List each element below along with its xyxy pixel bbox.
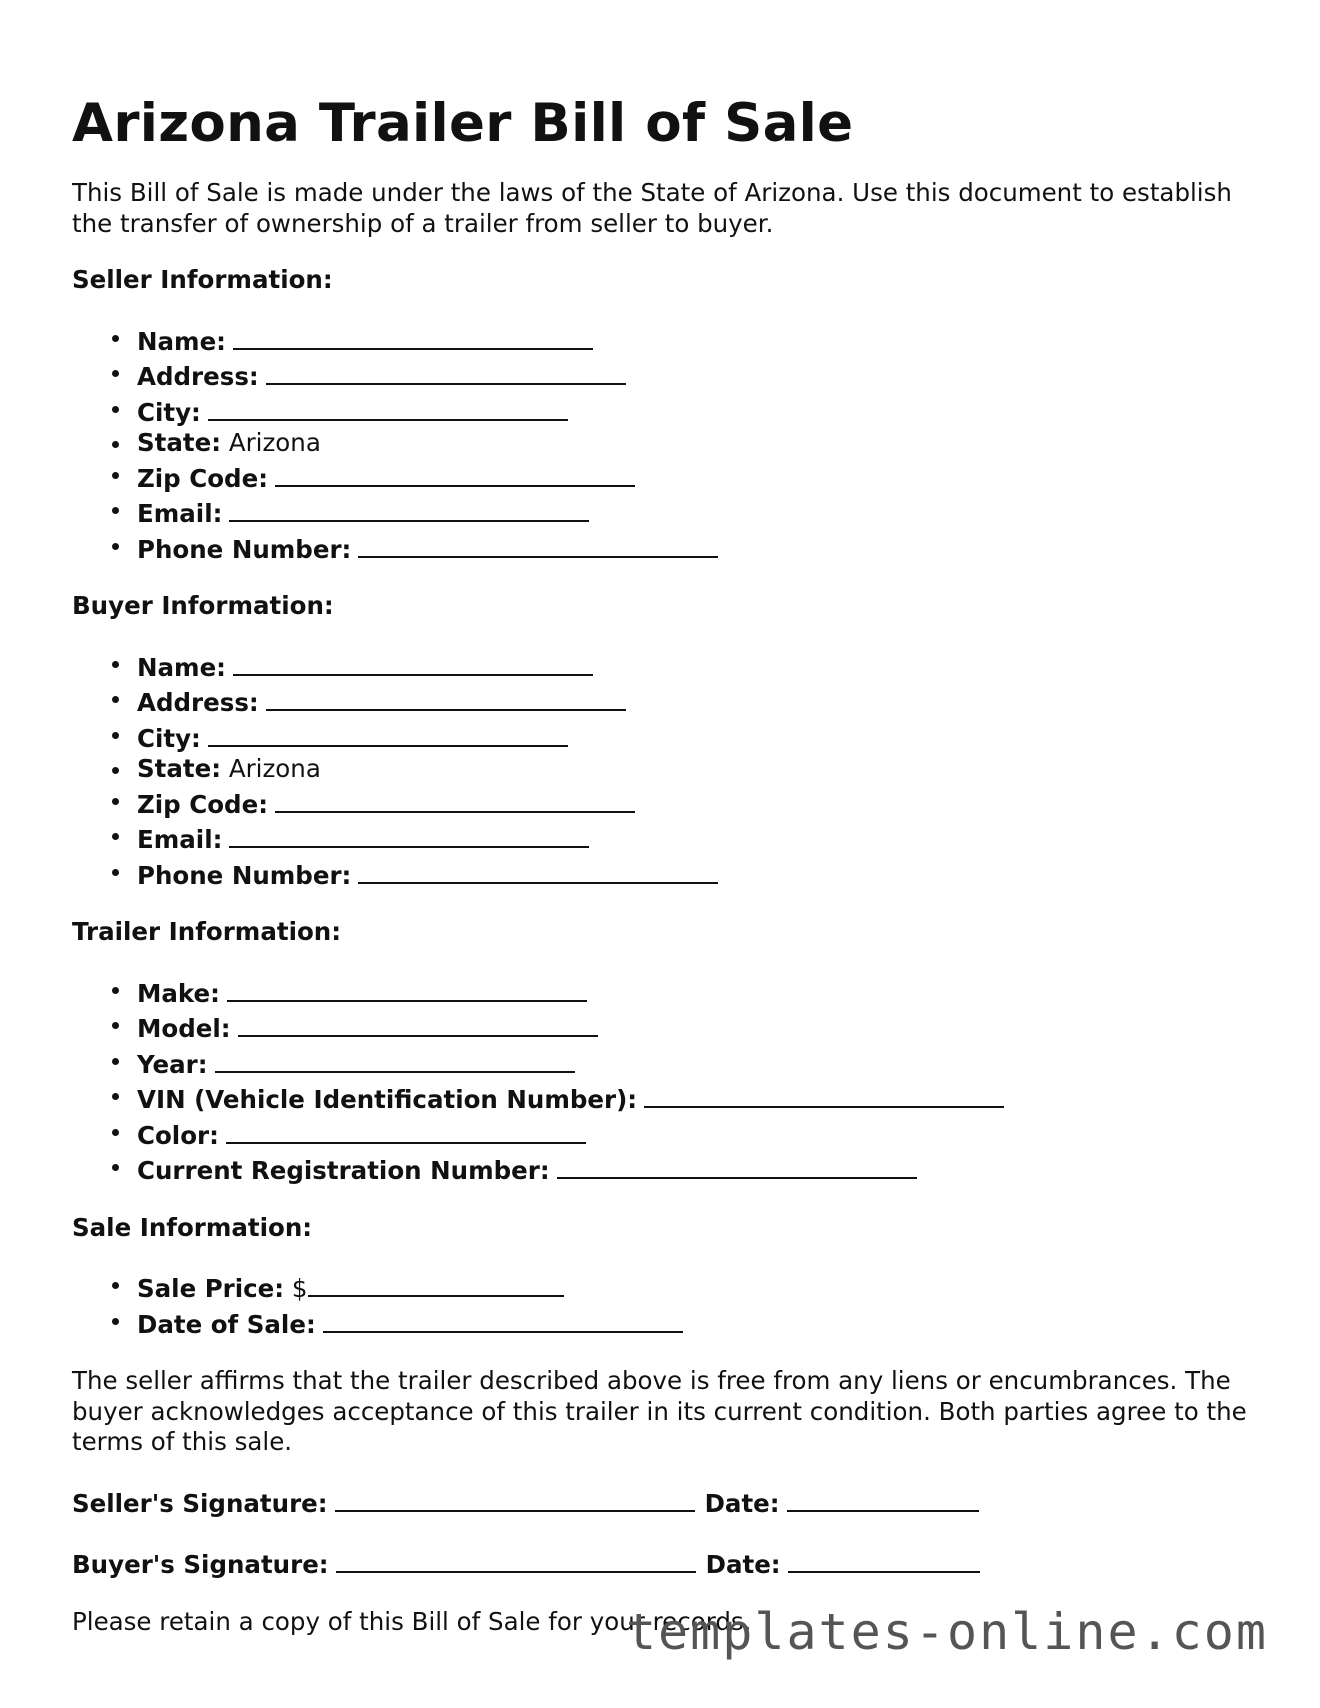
sale-section-heading: Sale Information: — [72, 1212, 313, 1242]
list-item — [137, 322, 1252, 358]
retain-note: Please retain a copy of this Bill of Sale for your records. — [72, 1606, 752, 1636]
seller-city-field[interactable] — [208, 393, 568, 421]
list-item — [137, 428, 1252, 459]
intro-paragraph: This Bill of Sale is made under the laws of the State of Arizona. Use this document to establish the transfer of ownership of a trailer from seller to buyer. — [72, 178, 1232, 238]
buyer-phone-field[interactable] — [358, 856, 718, 884]
list-item — [137, 530, 1252, 566]
trailer-year-label: Year: — [137, 1049, 208, 1079]
list-item — [137, 1080, 1252, 1116]
sale-info-list — [72, 1269, 1252, 1340]
sale-date-field[interactable] — [323, 1305, 683, 1333]
list-item — [137, 459, 1252, 495]
buyer-address-label: Address: — [137, 688, 259, 717]
watermark: templates-online.com — [625, 1603, 1268, 1661]
trailer-make-label: Make: — [137, 978, 220, 1008]
buyer-section-heading: Buyer Information: — [72, 591, 334, 620]
buyer-info-list — [72, 648, 1252, 892]
buyer-phone-label: Phone Number: — [137, 860, 352, 890]
seller-phone-field[interactable] — [358, 530, 718, 558]
list-item — [137, 1269, 1252, 1305]
trailer-model-label: Model: — [137, 1014, 231, 1043]
list-item — [137, 1151, 1252, 1187]
seller-address-field[interactable] — [266, 357, 626, 385]
seller-phone-label: Phone Number: — [137, 534, 352, 564]
list-item — [137, 1116, 1252, 1152]
list-item — [137, 785, 1252, 821]
seller-date-label: Date: — [704, 1488, 780, 1518]
closing-statement: The seller affirms that the trailer described above is free from any liens or encumbrances. The buyer acknowledges acceptance of this trailer in its current condition. Both parties agree to the terms of this sale. — [72, 1366, 1247, 1456]
buyer-city-label: City: — [137, 723, 201, 753]
list-item — [137, 357, 1252, 393]
seller-state-value: Arizona — [228, 428, 321, 457]
trailer-model-field[interactable] — [238, 1009, 598, 1037]
seller-signature-line — [72, 1484, 1252, 1520]
list-item — [137, 1045, 1252, 1081]
list-item — [137, 683, 1252, 719]
sale-date-label: Date of Sale: — [137, 1309, 316, 1339]
trailer-make-field[interactable] — [227, 974, 587, 1002]
seller-signature-field[interactable] — [335, 1484, 695, 1512]
trailer-registration-field[interactable] — [557, 1151, 917, 1179]
buyer-date-label: Date: — [705, 1550, 781, 1579]
buyer-state-label: State: — [137, 754, 222, 783]
buyer-email-field[interactable] — [229, 820, 589, 848]
list-item — [137, 494, 1252, 530]
buyer-name-label: Name: — [137, 652, 226, 682]
trailer-vin-field[interactable] — [644, 1080, 1004, 1108]
list-item — [137, 1009, 1252, 1045]
trailer-registration-label: Current Registration Number: — [137, 1156, 550, 1185]
seller-email-label: Email: — [137, 499, 223, 528]
seller-signature-label: Seller's Signature: — [72, 1488, 328, 1518]
seller-state-label: State: — [137, 428, 222, 457]
seller-date-field[interactable] — [787, 1484, 979, 1512]
seller-info-list — [72, 322, 1252, 566]
seller-name-field[interactable] — [233, 322, 593, 350]
buyer-city-field[interactable] — [208, 719, 568, 747]
seller-name-label: Name: — [137, 326, 226, 356]
sale-price-label: Sale Price: — [137, 1274, 285, 1303]
buyer-email-label: Email: — [137, 825, 223, 854]
buyer-zip-field[interactable] — [275, 785, 635, 813]
document-title: Arizona Trailer Bill of Sale — [72, 93, 854, 154]
buyer-signature-field[interactable] — [336, 1545, 696, 1573]
seller-section-heading: Seller Information: — [72, 265, 333, 294]
buyer-state-value: Arizona — [228, 754, 321, 783]
trailer-vin-label: VIN (Vehicle Identification Number): — [137, 1085, 638, 1114]
buyer-date-field[interactable] — [788, 1545, 980, 1573]
trailer-color-field[interactable] — [226, 1116, 586, 1144]
trailer-color-label: Color: — [137, 1120, 219, 1150]
document-page — [72, 88, 1252, 1637]
seller-email-field[interactable] — [229, 494, 589, 522]
buyer-address-field[interactable] — [266, 683, 626, 711]
list-item — [137, 1305, 1252, 1341]
trailer-info-list — [72, 974, 1252, 1187]
list-item — [137, 648, 1252, 684]
sale-price-field[interactable] — [308, 1269, 564, 1297]
list-item — [137, 856, 1252, 892]
buyer-signature-label: Buyer's Signature: — [72, 1550, 329, 1579]
buyer-signature-line — [72, 1545, 1252, 1581]
trailer-year-field[interactable] — [215, 1045, 575, 1073]
list-item — [137, 754, 1252, 785]
trailer-section-heading: Trailer Information: — [72, 917, 342, 946]
seller-zip-label: Zip Code: — [137, 463, 268, 493]
seller-address-label: Address: — [137, 362, 259, 391]
seller-zip-field[interactable] — [275, 459, 635, 487]
list-item — [137, 974, 1252, 1010]
sale-price-currency: $ — [291, 1274, 308, 1303]
list-item — [137, 820, 1252, 856]
seller-city-label: City: — [137, 397, 201, 427]
buyer-name-field[interactable] — [233, 648, 593, 676]
list-item — [137, 393, 1252, 429]
buyer-zip-label: Zip Code: — [137, 789, 268, 819]
list-item — [137, 719, 1252, 755]
